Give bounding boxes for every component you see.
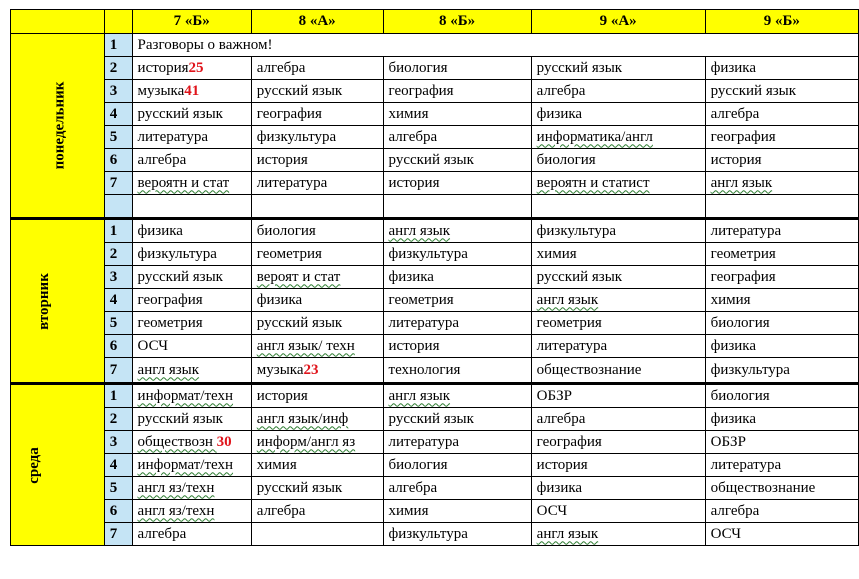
lesson-number: 3 bbox=[104, 266, 132, 289]
subject-name: физика bbox=[710, 59, 757, 76]
subject-name: музыка bbox=[137, 82, 185, 99]
lesson-number: 2 bbox=[104, 57, 132, 80]
lesson-cell bbox=[132, 477, 251, 500]
lesson-cell bbox=[383, 103, 531, 126]
subject-name: вероят и стат bbox=[256, 268, 341, 285]
lesson-cell bbox=[383, 57, 531, 80]
subject-name: физика bbox=[388, 268, 434, 285]
subject-name: вероятн и стат bbox=[137, 174, 230, 191]
lesson-cell bbox=[531, 219, 705, 243]
subject-name: информат/техн bbox=[137, 387, 234, 404]
lesson-cell bbox=[705, 266, 858, 289]
lesson-number: 3 bbox=[104, 431, 132, 454]
lesson-cell bbox=[383, 80, 531, 103]
subject-name: ОСЧ bbox=[137, 337, 168, 354]
lesson-cell bbox=[132, 408, 251, 431]
room-number: 25 bbox=[188, 59, 204, 76]
subject-name: химия bbox=[388, 105, 429, 122]
subject-name: алгебра bbox=[710, 502, 760, 519]
lesson-row bbox=[11, 454, 859, 477]
subject-name: англ язык bbox=[536, 525, 599, 542]
lesson-cell bbox=[531, 80, 705, 103]
lesson-cell bbox=[705, 358, 858, 384]
lesson-row bbox=[11, 523, 859, 546]
lesson-cell bbox=[705, 172, 858, 195]
subject-name: литература bbox=[388, 314, 460, 331]
lesson-number: 4 bbox=[104, 103, 132, 126]
lesson-cell bbox=[132, 172, 251, 195]
lesson-cell bbox=[251, 384, 383, 408]
lesson-number: 6 bbox=[104, 335, 132, 358]
lesson-number: 7 bbox=[104, 172, 132, 195]
subject-name: химия bbox=[710, 291, 751, 308]
day-label: среда bbox=[25, 446, 42, 484]
subject-name: англ язык bbox=[536, 291, 599, 308]
lesson-cell bbox=[383, 358, 531, 384]
subject-name: литература bbox=[536, 337, 608, 354]
lesson-cell bbox=[383, 126, 531, 149]
lesson-cell bbox=[251, 523, 383, 546]
subject-name: вероятн и статист bbox=[536, 174, 650, 191]
subject-name: алгебра bbox=[536, 410, 586, 427]
lesson-cell bbox=[383, 477, 531, 500]
lesson-cell bbox=[132, 454, 251, 477]
lesson-cell bbox=[132, 312, 251, 335]
lesson-cell bbox=[531, 172, 705, 195]
lesson-row bbox=[11, 358, 859, 384]
subject-name: биология bbox=[710, 387, 770, 404]
lesson-cell bbox=[705, 243, 858, 266]
lesson-number: 7 bbox=[104, 523, 132, 546]
lesson-cell bbox=[251, 80, 383, 103]
lesson-cell bbox=[132, 289, 251, 312]
lesson-row bbox=[11, 103, 859, 126]
subject-name: ОСЧ bbox=[710, 525, 742, 542]
lesson-cell-all-classes: Разговоры о важном! bbox=[132, 34, 858, 57]
subject-name: история bbox=[536, 456, 588, 473]
subject-name: физика bbox=[710, 410, 757, 427]
lesson-row bbox=[11, 266, 859, 289]
lesson-cell bbox=[251, 219, 383, 243]
subject-name: биология bbox=[536, 151, 596, 168]
subject-name: музыка bbox=[256, 361, 304, 378]
lesson-cell bbox=[383, 408, 531, 431]
lesson-number: 5 bbox=[104, 126, 132, 149]
lesson-cell bbox=[705, 500, 858, 523]
lesson-cell bbox=[531, 103, 705, 126]
lesson-cell bbox=[132, 126, 251, 149]
lesson-cell bbox=[383, 523, 531, 546]
lesson-cell bbox=[383, 384, 531, 408]
day-label-cell bbox=[11, 34, 105, 219]
subject-name: русский язык bbox=[137, 105, 223, 122]
lesson-cell bbox=[132, 243, 251, 266]
subject-name: русский язык bbox=[710, 82, 797, 99]
subject-name: литература bbox=[137, 128, 209, 145]
subject-name: англ язык bbox=[388, 387, 451, 404]
subject-name: алгебра bbox=[137, 525, 187, 542]
room-number: 41 bbox=[184, 82, 200, 99]
lesson-cell bbox=[705, 80, 858, 103]
lesson-cell bbox=[132, 384, 251, 408]
day-label-cell bbox=[11, 384, 105, 546]
subject-name: русский язык bbox=[137, 410, 223, 427]
lesson-cell bbox=[132, 149, 251, 172]
header-class: 9 «Б» bbox=[705, 10, 858, 34]
schedule-body bbox=[11, 34, 859, 546]
lesson-number: 4 bbox=[104, 454, 132, 477]
subject-name: информат/техн bbox=[137, 456, 234, 473]
subject-name: русский язык bbox=[388, 410, 474, 427]
subject-name: география bbox=[137, 291, 203, 308]
lesson-cell bbox=[531, 57, 705, 80]
lesson-cell bbox=[531, 195, 705, 219]
day-label-cell bbox=[11, 219, 105, 384]
lesson-cell bbox=[251, 126, 383, 149]
subject-name: литература bbox=[710, 456, 782, 473]
lesson-cell bbox=[383, 454, 531, 477]
lesson-row bbox=[11, 408, 859, 431]
lesson-cell bbox=[383, 266, 531, 289]
header-class: 7 «Б» bbox=[132, 10, 251, 34]
lesson-cell bbox=[705, 195, 858, 219]
subject-name: история bbox=[710, 151, 762, 168]
lesson-row bbox=[11, 289, 859, 312]
header-class: 8 «Б» bbox=[383, 10, 531, 34]
subject-name: англ яз/техн bbox=[137, 502, 215, 519]
subject-name: биология bbox=[388, 456, 448, 473]
subject-name: алгебра bbox=[388, 479, 438, 496]
lesson-number: 2 bbox=[104, 408, 132, 431]
subject-name: алгебра bbox=[256, 59, 306, 76]
lesson-row bbox=[11, 172, 859, 195]
subject-name: физкультура bbox=[388, 245, 468, 262]
subject-name: физика bbox=[536, 479, 583, 496]
lesson-row bbox=[11, 80, 859, 103]
lesson-cell bbox=[251, 195, 383, 219]
lesson-cell bbox=[531, 126, 705, 149]
lesson-cell bbox=[383, 219, 531, 243]
lesson-cell bbox=[705, 219, 858, 243]
subject-name: физика bbox=[137, 222, 183, 239]
lesson-cell bbox=[531, 384, 705, 408]
subject-name: физика bbox=[710, 337, 757, 354]
subject-name: биология bbox=[710, 314, 770, 331]
subject-name: алгебра bbox=[536, 82, 586, 99]
schedule-table bbox=[10, 9, 859, 546]
subject-name: география bbox=[710, 268, 776, 285]
subject-name: англ язык/ техн bbox=[256, 337, 355, 354]
lesson-cell bbox=[251, 335, 383, 358]
lesson-number: 1 bbox=[104, 219, 132, 243]
lesson-row bbox=[11, 431, 859, 454]
lesson-row bbox=[11, 34, 859, 57]
header-class: 9 «А» bbox=[531, 10, 705, 34]
subject-name: геометрия bbox=[536, 314, 602, 331]
lesson-cell bbox=[531, 312, 705, 335]
lesson-cell bbox=[251, 454, 383, 477]
subject-name: англ яз/техн bbox=[137, 479, 215, 496]
subject-name: информатика/англ bbox=[536, 128, 653, 145]
lesson-cell bbox=[531, 149, 705, 172]
lesson-cell bbox=[251, 289, 383, 312]
lesson-cell bbox=[383, 243, 531, 266]
subject-name: физкультура bbox=[710, 361, 790, 378]
subject-name: англ язык bbox=[137, 361, 200, 378]
lesson-number bbox=[104, 195, 132, 219]
lesson-number: 6 bbox=[104, 149, 132, 172]
subject-name: алгебра bbox=[137, 151, 187, 168]
subject-name: ОБЗР bbox=[536, 387, 572, 404]
lesson-cell bbox=[132, 358, 251, 384]
lesson-cell bbox=[383, 431, 531, 454]
lesson-cell bbox=[251, 408, 383, 431]
lesson-cell bbox=[531, 408, 705, 431]
subject-name: алгебра bbox=[710, 105, 760, 122]
lesson-cell bbox=[132, 266, 251, 289]
subject-name: биология bbox=[256, 222, 316, 239]
subject-name: ОБЗР bbox=[710, 433, 746, 450]
subject-name: информ/англ яз bbox=[256, 433, 356, 450]
subject-name: технология bbox=[388, 361, 461, 378]
subject-name: русский язык bbox=[256, 479, 343, 496]
subject-name: физкультура bbox=[137, 245, 217, 262]
lesson-cell bbox=[705, 384, 858, 408]
lesson-row bbox=[11, 149, 859, 172]
lesson-number: 7 bbox=[104, 358, 132, 384]
subject-name: история bbox=[388, 337, 440, 354]
lesson-cell bbox=[383, 312, 531, 335]
subject-name: литература bbox=[256, 174, 328, 191]
lesson-cell bbox=[132, 335, 251, 358]
lesson-number: 5 bbox=[104, 477, 132, 500]
lesson-number: 4 bbox=[104, 289, 132, 312]
lesson-cell bbox=[705, 103, 858, 126]
lesson-cell bbox=[705, 57, 858, 80]
lesson-cell bbox=[251, 266, 383, 289]
subject-name: русский язык bbox=[256, 314, 343, 331]
lesson-cell bbox=[251, 103, 383, 126]
subject-name: русский язык bbox=[137, 268, 223, 285]
subject-name: физкультура bbox=[536, 222, 617, 239]
subject-name: русский язык bbox=[388, 151, 474, 168]
lesson-cell bbox=[531, 335, 705, 358]
lesson-row bbox=[11, 243, 859, 266]
lesson-cell bbox=[251, 149, 383, 172]
subject-name: англ язык bbox=[388, 222, 451, 239]
room-number: 23 bbox=[303, 361, 319, 378]
subject-name: русский язык bbox=[536, 268, 623, 285]
lesson-cell bbox=[383, 289, 531, 312]
lesson-cell bbox=[705, 289, 858, 312]
room-number: 30 bbox=[216, 433, 232, 450]
lesson-cell bbox=[251, 358, 383, 384]
lesson-row bbox=[11, 126, 859, 149]
lesson-cell bbox=[531, 477, 705, 500]
day-label: понедельник bbox=[51, 81, 68, 170]
lesson-cell bbox=[705, 454, 858, 477]
subject-name: литература bbox=[388, 433, 460, 450]
lesson-row bbox=[11, 195, 859, 219]
lesson-cell bbox=[531, 266, 705, 289]
subject-name: физика bbox=[256, 291, 303, 308]
subject-name: история bbox=[256, 151, 308, 168]
lesson-cell bbox=[705, 523, 858, 546]
subject-name: англ язык bbox=[710, 174, 773, 191]
subject-name: история bbox=[388, 174, 440, 191]
lesson-number: 1 bbox=[104, 384, 132, 408]
subject-name: алгебра bbox=[388, 128, 438, 145]
lesson-cell bbox=[705, 149, 858, 172]
header-corner bbox=[11, 10, 105, 34]
lesson-cell bbox=[251, 431, 383, 454]
lesson-cell bbox=[531, 243, 705, 266]
lesson-cell bbox=[383, 195, 531, 219]
lesson-row bbox=[11, 500, 859, 523]
lesson-cell bbox=[531, 500, 705, 523]
subject-name: история bbox=[256, 387, 308, 404]
lesson-cell bbox=[531, 454, 705, 477]
lesson-number: 3 bbox=[104, 80, 132, 103]
lesson-row bbox=[11, 335, 859, 358]
subject-name: история bbox=[137, 59, 189, 76]
lesson-cell bbox=[705, 408, 858, 431]
subject-name: обществозн bbox=[137, 433, 217, 450]
subject-name: геометрия bbox=[710, 245, 776, 262]
subject-name: биология bbox=[388, 59, 448, 76]
subject-name: русский язык bbox=[256, 82, 343, 99]
lesson-cell bbox=[531, 431, 705, 454]
lesson-number: 6 bbox=[104, 500, 132, 523]
lesson-cell bbox=[383, 172, 531, 195]
subject-name: география bbox=[388, 82, 454, 99]
lesson-cell bbox=[132, 103, 251, 126]
subject-name: литература bbox=[710, 222, 782, 239]
subject-name: русский язык bbox=[536, 59, 623, 76]
subject-name: алгебра bbox=[256, 502, 306, 519]
lesson-cell bbox=[705, 477, 858, 500]
lesson-cell bbox=[251, 57, 383, 80]
subject-name: химия bbox=[256, 456, 297, 473]
subject-name: физкультура bbox=[256, 128, 337, 145]
lesson-row bbox=[11, 57, 859, 80]
lesson-cell bbox=[251, 312, 383, 335]
subject-name: физкультура bbox=[388, 525, 468, 542]
lesson-row bbox=[11, 312, 859, 335]
lesson-cell bbox=[132, 195, 251, 219]
lesson-row bbox=[11, 219, 859, 243]
lesson-cell bbox=[132, 431, 251, 454]
header-row bbox=[11, 10, 859, 34]
subject-name: химия bbox=[536, 245, 577, 262]
subject-name: англ язык/инф bbox=[256, 410, 349, 427]
lesson-number: 1 bbox=[104, 34, 132, 57]
subject-name: обществознание bbox=[710, 479, 816, 496]
lesson-cell bbox=[251, 500, 383, 523]
header-class: 8 «А» bbox=[251, 10, 383, 34]
lesson-cell bbox=[132, 219, 251, 243]
subject-name: физика bbox=[536, 105, 583, 122]
lesson-row bbox=[11, 477, 859, 500]
header-corner-num bbox=[104, 10, 132, 34]
subject-name: химия bbox=[388, 502, 429, 519]
subject-name: география bbox=[536, 433, 602, 450]
lesson-cell bbox=[705, 312, 858, 335]
subject-name: география bbox=[710, 128, 776, 145]
lesson-cell bbox=[132, 500, 251, 523]
subject-name: геометрия bbox=[256, 245, 322, 262]
lesson-cell bbox=[705, 335, 858, 358]
lesson-cell bbox=[132, 57, 251, 80]
lesson-cell bbox=[251, 477, 383, 500]
lesson-cell bbox=[132, 523, 251, 546]
subject-name: геометрия bbox=[137, 314, 203, 331]
lesson-number: 5 bbox=[104, 312, 132, 335]
lesson-cell bbox=[531, 289, 705, 312]
lesson-row bbox=[11, 384, 859, 408]
lesson-number: 2 bbox=[104, 243, 132, 266]
lesson-cell bbox=[251, 172, 383, 195]
lesson-cell bbox=[383, 335, 531, 358]
lesson-cell bbox=[132, 80, 251, 103]
lesson-cell bbox=[251, 243, 383, 266]
day-label: вторник bbox=[35, 272, 52, 330]
subject-name: геометрия bbox=[388, 291, 454, 308]
lesson-cell bbox=[383, 500, 531, 523]
subject-name: география bbox=[256, 105, 322, 122]
lesson-cell bbox=[705, 126, 858, 149]
subject-name: ОСЧ bbox=[536, 502, 568, 519]
lesson-cell bbox=[531, 523, 705, 546]
lesson-cell bbox=[705, 431, 858, 454]
lesson-cell bbox=[383, 149, 531, 172]
lesson-cell bbox=[531, 358, 705, 384]
subject-name: обществознание bbox=[536, 361, 642, 378]
